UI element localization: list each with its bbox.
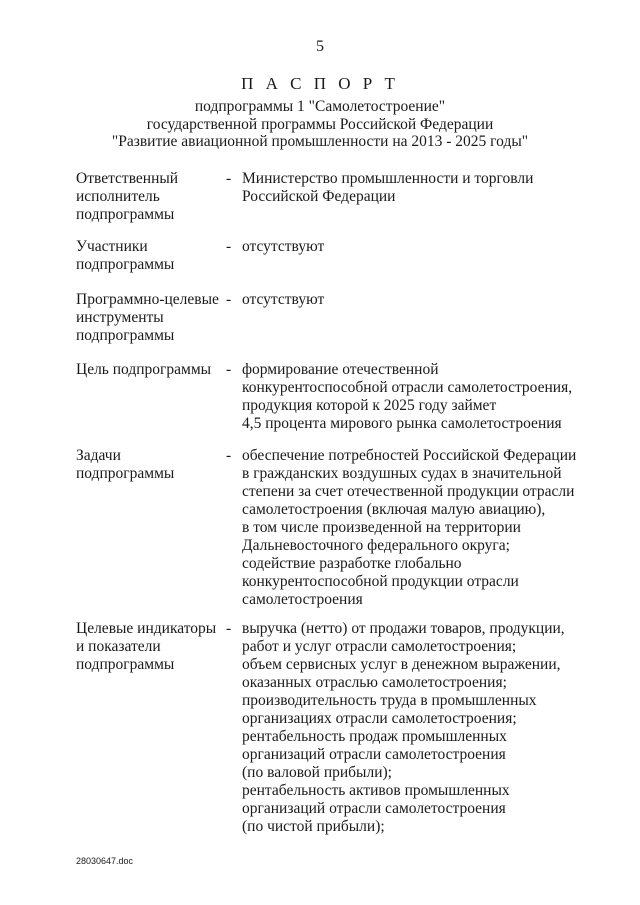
value-line: организаций отрасли самолетостроения — [242, 746, 506, 763]
row-value — [242, 361, 602, 433]
value-line: организаций отрасли самолетостроения — [242, 800, 506, 817]
value-line: в том числе произведенной на территории — [242, 519, 521, 536]
label-line: Участники — [76, 238, 148, 255]
row-label — [76, 291, 226, 345]
value-line: самолетостроения — [242, 591, 363, 608]
value-line: (по валовой прибыли); — [242, 764, 392, 781]
document-title: П А С П О Р Т — [241, 74, 399, 93]
value-line: самолетостроения (включая малую авиацию), — [242, 501, 546, 518]
label-line: подпрограммы — [76, 465, 175, 482]
value-line: производительность труда в промышленных — [242, 692, 537, 709]
value-line: рентабельность активов промышленных — [242, 782, 510, 799]
label-line: подпрограммы — [76, 327, 175, 344]
label-line: Программно-целевые — [76, 291, 219, 308]
label-line: Целевые индикаторы — [76, 620, 217, 637]
row-dash: - — [226, 620, 232, 637]
label-line: подпрограммы — [76, 656, 175, 673]
label-line: Ответственный — [76, 170, 179, 187]
value-line: обеспечение потребностей Российской Федерации — [242, 447, 577, 464]
row-label — [76, 170, 226, 224]
row-value — [242, 291, 602, 309]
value-line: формирование отечественной — [242, 361, 439, 378]
label-line: подпрограммы — [76, 206, 175, 223]
row-dash: - — [226, 170, 232, 187]
value-line: в гражданских воздушных судах в значительной — [242, 465, 562, 482]
label-line: подпрограммы — [76, 256, 175, 273]
value-line: конкурентоспособной отрасли самолетостроения, — [242, 379, 573, 396]
value-line: (по чистой прибыли); — [242, 818, 385, 835]
row-value — [242, 620, 602, 836]
row-value — [242, 238, 602, 256]
label-line: исполнитель — [76, 188, 160, 205]
row-label — [76, 361, 226, 379]
label-line: Задачи — [76, 447, 121, 464]
subtitle-line: подпрограммы 1 "Самолетостроение" — [194, 98, 446, 115]
subtitle-line: государственной программы Российской Федерации — [146, 115, 494, 133]
value-line: отсутствуют — [242, 238, 325, 255]
value-line: рентабельность продаж промышленных — [242, 728, 507, 745]
value-line: Министерство промышленности и торговли — [242, 170, 534, 187]
value-line: продукция которой к 2025 году займет — [242, 397, 497, 414]
document-file-code: 28030647.doc — [76, 856, 134, 866]
label-line: и показатели — [76, 638, 161, 655]
row-label — [76, 238, 226, 274]
value-line: объем сервисных услуг в денежном выражении, — [242, 656, 561, 673]
row-dash: - — [226, 361, 232, 378]
row-value — [242, 447, 602, 609]
label-line: инструменты — [76, 309, 164, 326]
value-line: степени за счет отечественной продукции отрасли — [242, 483, 575, 500]
value-line: содействие разработке глобально — [242, 555, 462, 572]
row-dash: - — [226, 291, 232, 308]
subtitle-line: "Развитие авиационной промышленности на 2013 - 2025 годы" — [111, 133, 529, 150]
value-line: конкурентоспособной продукции отрасли — [242, 573, 519, 590]
row-dash: - — [226, 238, 232, 255]
page-number: 5 — [316, 38, 324, 55]
value-line: отсутствуют — [242, 291, 325, 308]
row-value — [242, 170, 602, 206]
row-dash: - — [226, 447, 232, 464]
value-line: работ и услуг отрасли самолетостроения; — [242, 638, 517, 655]
value-line: оказанных отраслью самолетостроения; — [242, 674, 507, 691]
label-line: Цель подпрограммы — [76, 361, 212, 378]
value-line: 4,5 процента мирового рынка самолетостроения — [242, 415, 562, 432]
value-line: организациях отрасли самолетостроения; — [242, 710, 517, 727]
row-label — [76, 620, 226, 674]
value-line: Российской Федерации — [242, 188, 396, 205]
value-line: выручка (нетто) от продажи товаров, продукции, — [242, 620, 565, 637]
row-label — [76, 447, 226, 483]
value-line: Дальневосточного федерального округа; — [242, 537, 510, 554]
